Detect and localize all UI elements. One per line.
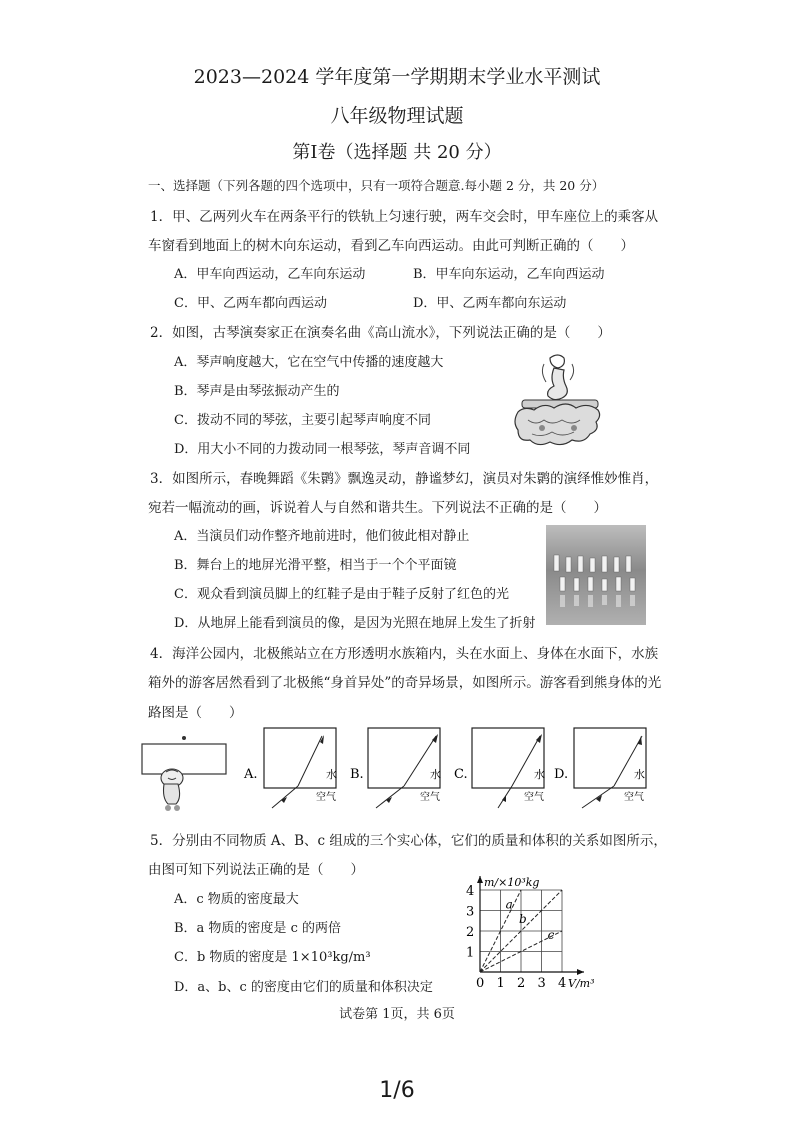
q4-ray-diagrams xyxy=(236,722,696,810)
q4-d-water-label: 水 xyxy=(634,768,645,781)
q5-line2: 由图可知下列说法正确的是（ ） xyxy=(148,862,364,878)
q1-option-c: C．甲、乙两车都向西运动 xyxy=(174,296,327,311)
q4-c-air-label: 空气 xyxy=(524,792,544,803)
q4-a-air-label: 空气 xyxy=(316,792,336,803)
q4-line1: 4．海洋公园内，北极熊站立在方形透明水族箱内，头在水面上、身体在水面下，水族 xyxy=(150,646,659,662)
exam-title: 2023—2024 学年度第一学期期末学业水平测试 xyxy=(193,66,601,88)
x-tick-label: 2 xyxy=(517,976,526,990)
q4-b-water-label: 水 xyxy=(430,768,441,781)
series-label-a: a xyxy=(505,897,513,912)
q4-line3: 路图是（ ） xyxy=(148,705,243,721)
q5-option-a: A．c 物质的密度最大 xyxy=(174,892,299,907)
dance-stage-image xyxy=(546,525,646,625)
q2-option-a: A．琴声响度越大，它在空气中传播的速度越大 xyxy=(174,355,444,370)
q4-d-air-label: 空气 xyxy=(624,792,644,803)
x-axis-arrow xyxy=(577,969,584,975)
q3-option-a: A．当演员们动作整齐地前进时，他们彼此相对静止 xyxy=(174,529,470,544)
q1-option-d: D．甲、乙两车都向东运动 xyxy=(413,296,567,311)
q2-option-b: B．琴声是由琴弦振动产生的 xyxy=(174,384,340,399)
q5-option-c: C．b 物质的密度是 1×10³kg/m³ xyxy=(174,950,371,965)
q1-line1: 1．甲、乙两列火车在两条平行的铁轨上匀速行驶，两车交会时，甲车座位上的乘客从 xyxy=(150,209,659,225)
y-axis-arrow xyxy=(477,876,483,883)
q4-line2: 箱外的游客居然看到了北极熊“身首异处”的奇异场景，如图所示。游客看到熊身体的光 xyxy=(148,675,662,691)
polar-bear-tank-image xyxy=(138,732,230,814)
q1-line2: 车窗看到地面上的树木向东运动，看到乙车向西运动。由此可判断正确的（ ） xyxy=(148,238,634,254)
q4-a-water-label: 水 xyxy=(326,768,337,781)
q5-option-b: B．a 物质的密度是 c 的两倍 xyxy=(174,921,341,936)
q2-option-d: D．用大小不同的力拨动同一根琴弦，琴声音调不同 xyxy=(174,442,471,457)
q2-line1: 2．如图，古琴演奏家正在演奏名曲《高山流水》，下列说法正确的是（ ） xyxy=(150,325,611,341)
page-footer: 试卷第 1页，共 6页 xyxy=(339,1007,455,1022)
x-tick-label: 1 xyxy=(496,976,505,990)
q3-option-b: B．舞台上的地屏光滑平整，相当于一个个平面镜 xyxy=(174,558,457,573)
q3-line2: 宛若一幅流动的画，诉说着人与自然和谐共生。下列说法不正确的是（ ） xyxy=(148,500,607,516)
q4-option-b-label: B. xyxy=(350,767,364,782)
q3-option-d: D．从地屏上能看到演员的像，是因为光照在地屏上发生了折射 xyxy=(174,616,536,631)
page-indicator: 1/6 xyxy=(379,1078,415,1103)
q3-option-c: C．观众看到演员脚上的红鞋子是由于鞋子反射了红色的光 xyxy=(174,587,509,602)
q1-option-a: A．甲车向西运动，乙车向东运动 xyxy=(174,267,366,282)
exam-subtitle: 八年级物理试题 xyxy=(330,105,464,127)
density-chart xyxy=(458,862,608,990)
y-axis-label: m/×10³kg xyxy=(484,876,540,889)
x-axis-label: V/m³ xyxy=(568,977,595,990)
q4-option-d-label: D. xyxy=(554,767,569,782)
q5-option-d: D．a、b、c 的密度由它们的质量和体积决定 xyxy=(174,980,433,995)
series-label-b: b xyxy=(518,911,527,926)
q1-option-b: B．甲车向东运动，乙车向西运动 xyxy=(413,267,605,282)
q3-line1: 3．如图所示，春晚舞蹈《朱鹮》飘逸灵动，静谧梦幻，演员对朱鹮的演绎惟妙惟肖， xyxy=(150,471,659,487)
x-tick-label: 4 xyxy=(558,976,567,990)
q2-option-c: C．拨动不同的琴弦，主要引起琴声响度不同 xyxy=(174,413,431,428)
q4-b-air-label: 空气 xyxy=(420,792,440,803)
q4-option-a-label: A. xyxy=(244,767,258,782)
x-tick-label: 3 xyxy=(537,976,546,990)
section-title: 第Ⅰ卷（选择题 共 20 分） xyxy=(292,142,502,163)
y-tick-label: 1 xyxy=(466,945,475,961)
q4-c-water-label: 水 xyxy=(534,768,545,781)
q4-option-c-label: C. xyxy=(454,767,468,782)
guqin-player-image xyxy=(508,350,612,454)
instructions: 一、选择题（下列各题的四个选项中，只有一项符合题意.每小题 2 分，共 20 分） xyxy=(148,178,605,193)
y-tick-label: 3 xyxy=(466,904,475,920)
x-tick-label: 0 xyxy=(476,976,485,990)
y-tick-label: 4 xyxy=(466,884,475,899)
y-tick-label: 2 xyxy=(466,925,475,940)
q5-line1: 5．分别由不同物质 A、B、c 组成的三个实心体，它们的质量和体积的关系如图所示， xyxy=(150,833,667,849)
series-label-c: c xyxy=(547,928,555,943)
